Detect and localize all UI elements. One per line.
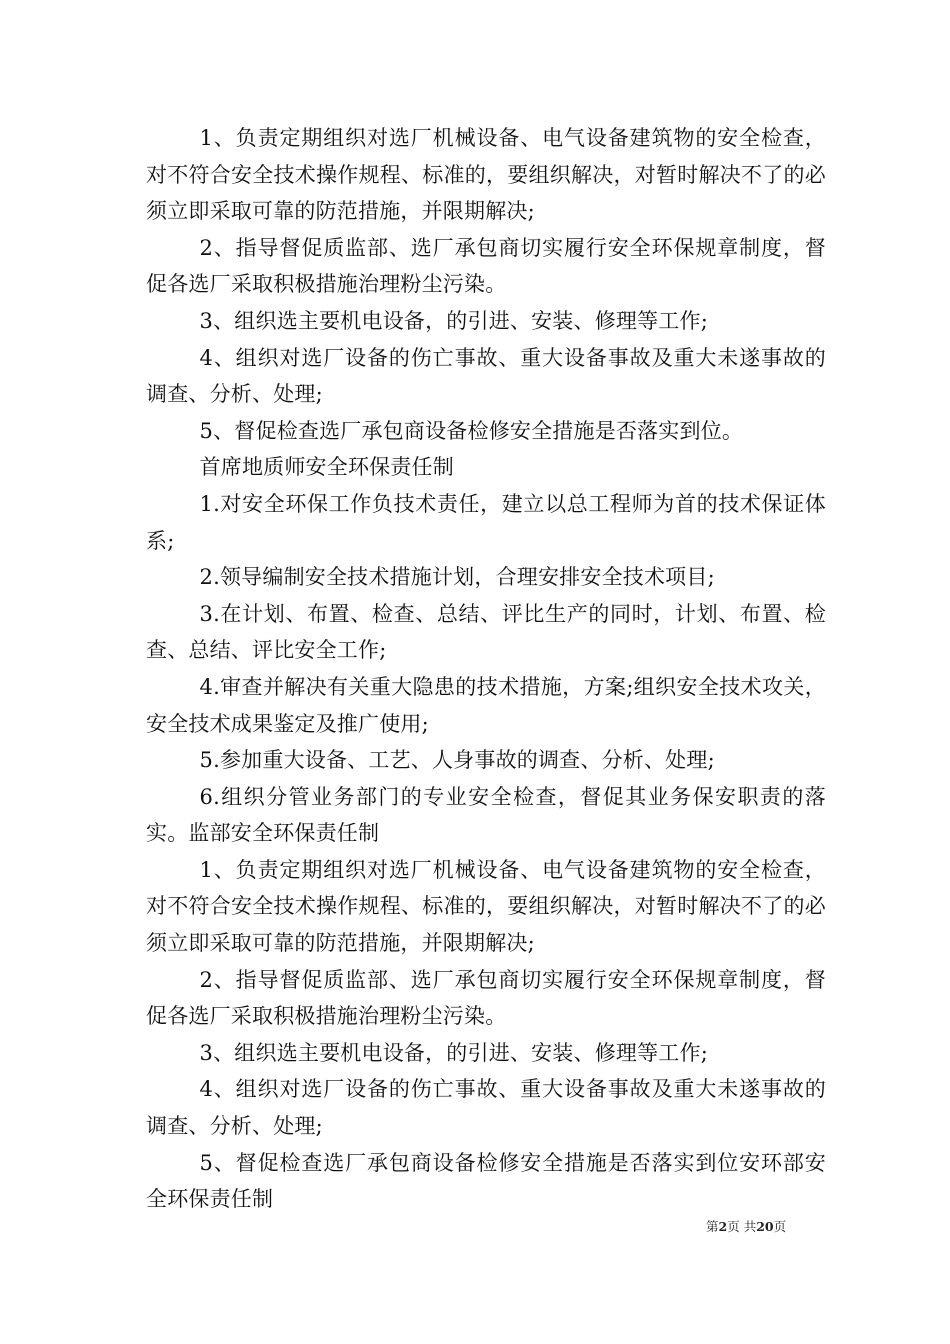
paragraph: 5、督促检查选厂承包商设备检修安全措施是否落实到位安环部安全环保责任制 [146,1150,826,1212]
paragraph: 4.审查并解决有关重大隐患的技术措施，方案;组织安全技术攻关，安全技术成果鉴定及推广使用; [146,674,826,736]
paragraph: 5.参加重大设备、工艺、人身事故的调查、分析、处理; [199,748,715,773]
paragraph: 1.对安全环保工作负技术责任，建立以总工程师为首的技术保证体系; [146,491,826,553]
page-number-prefix: 第 [706,1219,719,1234]
paragraph: 4、组织对选厂设备的伤亡事故、重大设备事故及重大未遂事故的调查、分析、处理; [146,1077,826,1139]
body-text [146,120,826,1218]
page-number-suffix: 页 [773,1219,787,1234]
paragraph: 1、负责定期组织对选厂机械设备、电气设备建筑物的安全检查，对不符合安全技术操作规程、标准的，要组织解决，对暂时解决不了的必须立即采取可靠的防范措施，并限期解决; [146,126,826,224]
paragraph: 5、督促检查选厂承包商设备检修安全措施是否落实到位。 [199,418,744,443]
paragraph: 3、组织选主要机电设备，的引进、安装、修理等工作; [199,1040,708,1065]
current-page-number: 2 [718,1219,728,1234]
paragraph: 2.领导编制安全技术措施计划，合理安排安全技术项目; [199,565,715,590]
paragraph: 6.组织分管业务部门的专业安全检查，督促其业务保安职责的落实。监部安全环保责任制 [146,784,826,846]
paragraph: 3、组织选主要机电设备，的引进、安装、修理等工作; [199,308,708,333]
page-number-middle: 页 共 [727,1219,757,1234]
paragraph: 1、负责定期组织对选厂机械设备、电气设备建筑物的安全检查，对不符合安全技术操作规程、标准的，要组织解决，对暂时解决不了的必须立即采取可靠的防范措施，并限期解决; [146,857,826,956]
paragraph: 2、指导督促质监部、选厂承包商切实履行安全环保规章制度，督促各选厂采取积极措施治理粉尘污染。 [146,967,826,1029]
paragraph: 2、指导督促质监部、选厂承包商切实履行安全环保规章制度，督促各选厂采取积极措施治理粉尘污染。 [146,235,826,297]
page-footer [706,1217,806,1235]
paragraph: 3.在计划、布置、检查、总结、评比生产的同时，计划、布置、检查、总结、评比安全工作; [146,601,826,663]
total-pages-number: 20 [756,1219,774,1234]
paragraph: 4、组织对选厂设备的伤亡事故、重大设备事故及重大未遂事故的调查、分析、处理; [146,345,826,407]
section-heading: 首席地质师安全环保责任制 [199,455,454,480]
